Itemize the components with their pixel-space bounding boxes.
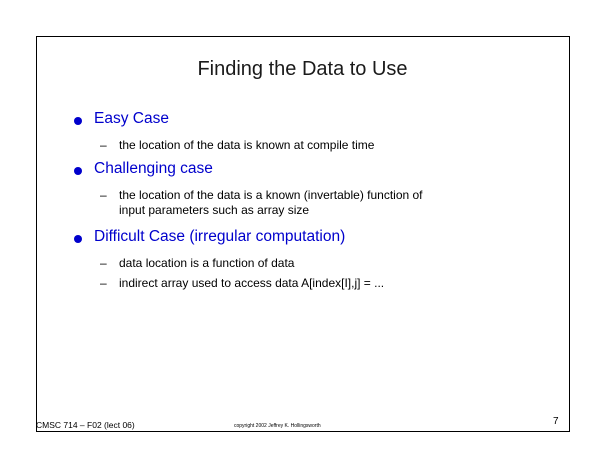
bullet-dot-icon (74, 167, 82, 175)
sub-item-text-line1: the location of the data is a known (invertable) function of (119, 188, 423, 202)
bullet-dot-icon (74, 235, 82, 243)
page-number: 7 (553, 416, 559, 427)
bullet-label: Difficult Case (irregular computation) (94, 228, 346, 245)
dash-icon: – (100, 188, 107, 202)
sub-item-text: indirect array used to access data A[index[I],j] = ... (119, 276, 385, 290)
sub-item-text: data location is a function of data (119, 256, 295, 270)
dash-icon: – (100, 276, 107, 290)
bullet-label: Easy Case (94, 110, 169, 127)
bullet-label: Challenging case (94, 160, 213, 177)
sub-item-text: the location of the data is known at compile time (119, 138, 375, 152)
footer-course-label: CMSC 714 – F02 (lect 06) (36, 420, 135, 430)
sub-item-text-line2: input parameters such as array size (119, 203, 310, 217)
slide-title: Finding the Data to Use (197, 58, 408, 80)
footer-copyright: copyright 2002 Jeffrey K. Hollingsworth (234, 423, 321, 429)
dash-icon: – (100, 138, 107, 152)
bullet-dot-icon (74, 117, 82, 125)
dash-icon: – (100, 256, 107, 270)
